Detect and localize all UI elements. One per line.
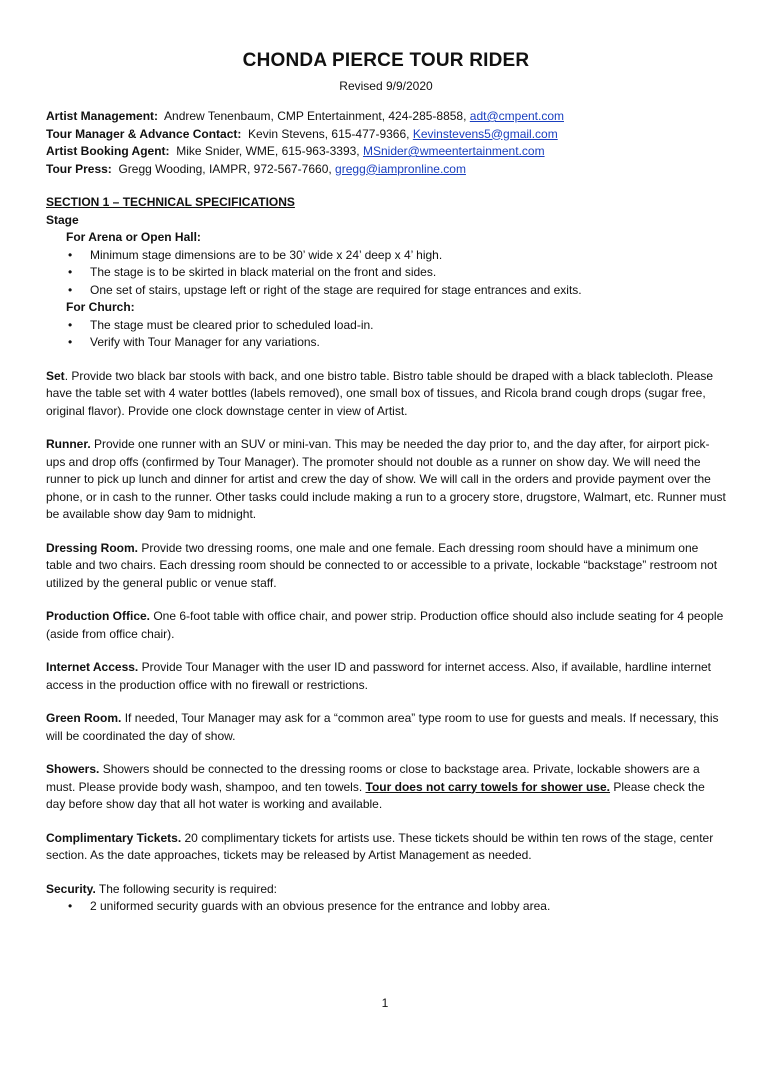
set-paragraph: [46, 368, 726, 421]
contact-label: Tour Press:: [46, 161, 112, 176]
contact-text: Mike Snider, WME, 615-963-3393,: [176, 144, 363, 158]
email-link[interactable]: Kevinstevens5@gmail.com: [412, 126, 558, 141]
email-link[interactable]: MSnider@wmeentertainment.com: [362, 144, 545, 158]
contact-text: Kevin Stevens, 615-477-9366,: [248, 126, 413, 141]
church-heading: For Church:: [66, 300, 135, 314]
contact-tour-press: [46, 161, 726, 179]
contact-label: Artist Management:: [46, 109, 159, 123]
list-item-text: The stage must be cleared prior to scheduled load-in.: [90, 317, 374, 332]
paragraph-text: Provide one runner with an SUV or mini-van. This may be needed the day prior to, and the day after, for airport pick-ups and drop offs (confirmed by Tour Manager). The promoter should not double as a runner on show day. We will need the runner to pick up lunch and dinner for artist and crew the day of show. We will call in the orders and provide payment over the phone, or in cash to the runner. Other tasks could include making a run to a grocery store, drugstore, Walmart, etc. Runner must be available show day 9am to midnight.: [46, 437, 726, 521]
paragraph-text: Showers should be connected to the dressing rooms or close to backstage area. Private, lockable showers are a must. Please provide body wash, shampoo, and ten towels.: [46, 762, 700, 794]
list-item: [68, 898, 726, 916]
list-item-text: Verify with Tour Manager for any variations.: [90, 335, 320, 349]
page-number: 1: [381, 996, 389, 1010]
paragraph-text: If needed, Tour Manager may ask for a “common area” type room to use for guests and meals. If necessary, this will be coordinated the day of show.: [46, 711, 719, 743]
church-list: [46, 317, 726, 352]
list-item: [68, 282, 726, 300]
paragraph-heading: Internet Access.: [46, 660, 139, 674]
bullet-icon: •: [68, 265, 73, 279]
bullet-icon: •: [68, 317, 73, 332]
list-item-text: 2 uniformed security guards with an obvious presence for the entrance and lobby area.: [90, 899, 551, 913]
list-item-text: The stage is to be skirted in black material on the front and sides.: [90, 265, 437, 279]
green-room-paragraph: [46, 710, 726, 745]
paragraph-heading: Production Office.: [46, 609, 151, 623]
tickets-paragraph: [46, 830, 726, 865]
page-title: CHONDA PIERCE TOUR RIDER: [242, 50, 530, 71]
bullet-icon: •: [68, 247, 73, 262]
paragraph-text: Please check the day before show day that all hot water is working and available.: [46, 779, 705, 811]
paragraph-text: Provide two dressing rooms, one male and one female. Each dressing room should have a minimum one table and two chairs. Each dressing room should be connected to or accessible to a private, lockable “backstage” restroom not utilized by the general public or venue staff.: [46, 540, 718, 590]
contact-list: [46, 108, 726, 178]
contact-booking-agent: [46, 143, 726, 161]
paragraph-text: The following security is required:: [95, 881, 278, 896]
contact-text: Gregg Wooding, IAMPR, 972-567-7660,: [118, 161, 336, 176]
email-link[interactable]: adt@cmpent.com: [469, 109, 564, 123]
stage-heading: Stage: [46, 212, 79, 227]
contact-text: Andrew Tenenbaum, CMP Entertainment, 424-285-8858,: [164, 109, 470, 123]
paragraph-heading: Set: [46, 368, 65, 383]
runner-paragraph: [46, 436, 726, 524]
dressing-room-paragraph: [46, 540, 726, 593]
paragraph-heading: Complimentary Tickets.: [46, 830, 182, 845]
paragraph-heading: Green Room.: [46, 711, 122, 725]
emphasis-text: Tour does not carry towels for shower use.: [365, 779, 611, 794]
contact-label: Tour Manager & Advance Contact:: [46, 126, 242, 141]
paragraph-text: Provide Tour Manager with the user ID and password for internet access. Also, if available, hardline internet access in the production office with no firewall or restrictions.: [46, 660, 712, 692]
paragraph-heading: Showers.: [46, 762, 100, 776]
contact-label: Artist Booking Agent:: [46, 144, 170, 158]
paragraph-text: . Provide two black bar stools with back, and one bistro table. Bistro table should be draped with a black tablecloth. Please have the table set with 4 water bottles (labels removed), one small box of tissues, and Ricola brand cough drops (sugar free, original flavor). Provide one clock downstage center in view of Artist.: [46, 368, 714, 418]
paragraph-heading: Runner.: [46, 437, 91, 451]
paragraph-text: One 6-foot table with office chair, and power strip. Production office should also include seating for 4 people (aside from office chair).: [46, 609, 724, 641]
email-link[interactable]: gregg@iampronline.com: [335, 161, 466, 176]
showers-paragraph: [46, 761, 726, 814]
revision-date: Revised 9/9/2020: [339, 79, 433, 93]
list-item: [68, 247, 726, 265]
arena-list: [46, 247, 726, 300]
paragraph-heading: Security.: [46, 881, 96, 896]
list-item-text: Minimum stage dimensions are to be 30’ wide x 24’ deep x 4’ high.: [90, 247, 443, 262]
security-paragraph: [46, 881, 726, 899]
contact-tour-manager: [46, 126, 726, 144]
production-office-paragraph: [46, 608, 726, 643]
paragraph-heading: Dressing Room.: [46, 540, 139, 555]
arena-heading: For Arena or Open Hall:: [66, 230, 201, 244]
internet-access-paragraph: [46, 659, 726, 694]
list-item: [68, 317, 726, 335]
security-list: [46, 898, 726, 916]
document-page: [0, 50, 770, 1074]
paragraph-text: 20 complimentary tickets for artists use. These tickets should be within ten rows of the stage, center section. As the date approaches, tickets may be released by Artist Management as needed.: [46, 830, 714, 862]
list-item: [68, 334, 726, 352]
contact-artist-management: [46, 108, 726, 126]
bullet-icon: •: [68, 899, 73, 913]
list-item-text: One set of stairs, upstage left or right of the stage are required for stage entrances and exits.: [90, 282, 582, 297]
bullet-icon: •: [68, 335, 73, 349]
section-title: SECTION 1 – TECHNICAL SPECIFICATIONS: [46, 195, 295, 209]
list-item: [68, 264, 726, 282]
bullet-icon: •: [68, 282, 73, 297]
